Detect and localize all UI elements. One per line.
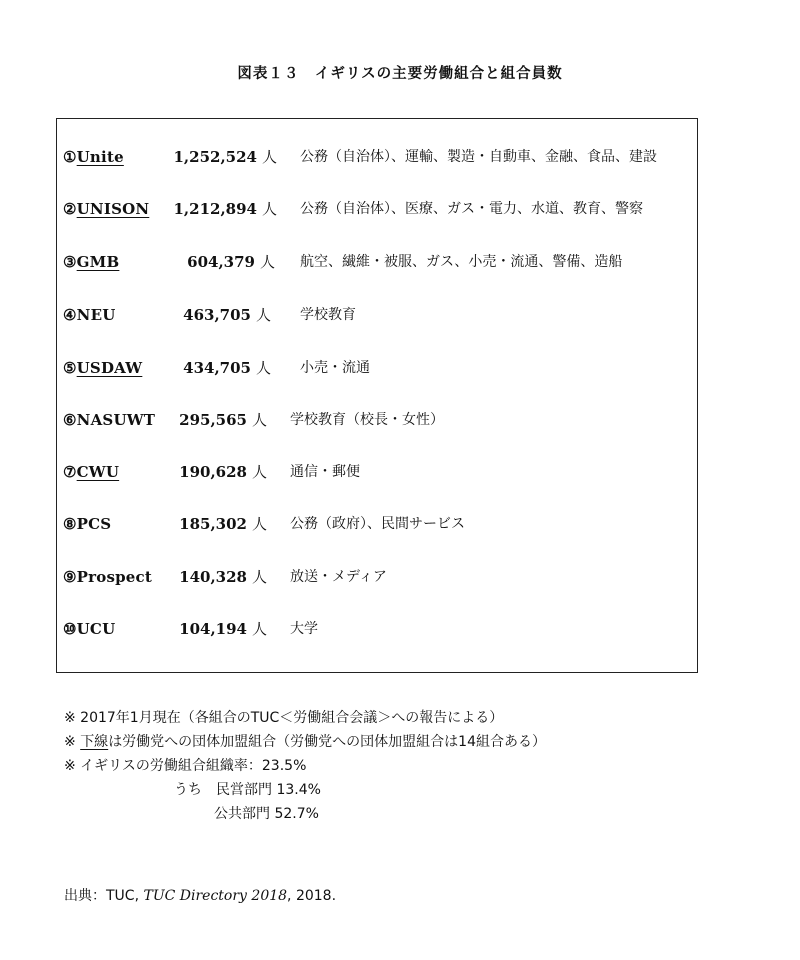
union-sector: 公務（政府）、民間サービス	[290, 516, 465, 532]
union-row	[57, 356, 697, 380]
union-members: 1,252,524	[173, 148, 257, 166]
union-members: 295,565	[179, 411, 247, 429]
members-unit: 人	[260, 253, 276, 271]
union-members: 140,328	[179, 568, 247, 586]
union-sector: 航空、繊維・被服、ガス、小売・流通、警備、造船	[300, 254, 623, 270]
union-members: 185,302	[179, 515, 247, 533]
union-name	[63, 303, 115, 327]
union-rank: ①	[63, 148, 77, 166]
union-name	[63, 617, 115, 641]
notes	[64, 706, 546, 826]
union-sector: 公務（自治体）、医療、ガス・電力、水道、教育、警察	[300, 201, 643, 217]
union-name-text: NASUWT	[76, 411, 156, 429]
union-rank: ⑦	[63, 463, 77, 481]
figure-title: 図表１３ イギリスの主要労働組合と組合員数	[237, 66, 563, 82]
union-name	[63, 250, 119, 274]
union-table	[56, 118, 698, 673]
members-unit: 人	[252, 620, 268, 638]
members-unit: 人	[262, 200, 278, 218]
union-row	[57, 512, 697, 536]
union-name	[63, 460, 119, 484]
union-members: 434,705	[183, 359, 251, 377]
union-name-text: USDAW	[76, 359, 143, 377]
note-date: ※ 2017年1月現在（各組合のTUC＜労働組合会議＞への報告による）	[64, 710, 504, 726]
union-members: 190,628	[179, 463, 247, 481]
note-public-sector: 公共部門 52.7%	[214, 806, 319, 822]
members-unit: 人	[252, 463, 268, 481]
note-underline-text: は労働党への団体加盟組合（労働党への団体加盟組合は14組合ある）	[108, 734, 547, 750]
union-sector: 小売・流通	[300, 360, 370, 376]
union-rank: ④	[63, 306, 77, 324]
union-members: 463,705	[183, 306, 251, 324]
union-row	[57, 145, 697, 169]
source-citation	[64, 885, 336, 905]
union-row	[57, 197, 697, 221]
union-row	[57, 565, 697, 589]
union-name	[63, 512, 111, 536]
union-members: 104,194	[179, 620, 247, 638]
union-sector: 通信・郵便	[290, 464, 360, 480]
members-unit: 人	[262, 148, 278, 166]
union-name-text: Prospect	[76, 568, 152, 586]
union-row	[57, 303, 697, 327]
members-unit: 人	[252, 568, 268, 586]
union-row	[57, 408, 697, 432]
union-name-text: Unite	[76, 148, 124, 166]
union-rank: ⑧	[63, 515, 77, 533]
union-name-text: UCU	[76, 620, 116, 638]
union-name	[63, 197, 149, 221]
note-private-sector: うち 民営部門 13.4%	[174, 782, 321, 798]
union-name-text: GMB	[76, 253, 120, 271]
union-name-text: PCS	[76, 515, 112, 533]
union-name	[63, 408, 155, 432]
union-rank: ⑤	[63, 359, 77, 377]
union-members: 1,212,894	[173, 200, 257, 218]
union-name-text: CWU	[76, 463, 120, 481]
note-underline-word: 下線	[80, 734, 109, 750]
source-prefix: 出典：TUC,	[64, 888, 144, 904]
union-members: 604,379	[187, 253, 255, 271]
union-rank: ⑥	[63, 411, 77, 429]
union-rank: ③	[63, 253, 77, 271]
source-title: TUC Directory 2018	[143, 888, 288, 904]
union-sector: 学校教育（校長・女性）	[290, 412, 444, 428]
members-unit: 人	[256, 306, 272, 324]
union-rank: ②	[63, 200, 77, 218]
note-underline	[64, 730, 546, 754]
union-rank: ⑩	[63, 620, 77, 638]
union-name	[63, 145, 124, 169]
union-name-text: UNISON	[76, 200, 150, 218]
union-sector: 放送・メディア	[290, 569, 387, 585]
union-name-text: NEU	[76, 306, 116, 324]
members-unit: 人	[256, 359, 272, 377]
union-row	[57, 617, 697, 641]
source-suffix: , 2018.	[287, 888, 337, 904]
union-name	[63, 565, 152, 589]
union-sector: 学校教育	[300, 307, 356, 323]
note-density: ※ イギリスの労働組合組織率：23.5%	[64, 758, 307, 774]
note-underline-mark: ※	[64, 734, 81, 750]
union-sector: 大学	[290, 621, 318, 637]
union-sector: 公務（自治体）、運輸、製造・自動車、金融、食品、建設	[300, 149, 657, 165]
members-unit: 人	[252, 411, 268, 429]
union-row	[57, 250, 697, 274]
members-unit: 人	[252, 515, 268, 533]
union-row	[57, 460, 697, 484]
union-name	[63, 356, 142, 380]
union-rank: ⑨	[63, 568, 77, 586]
